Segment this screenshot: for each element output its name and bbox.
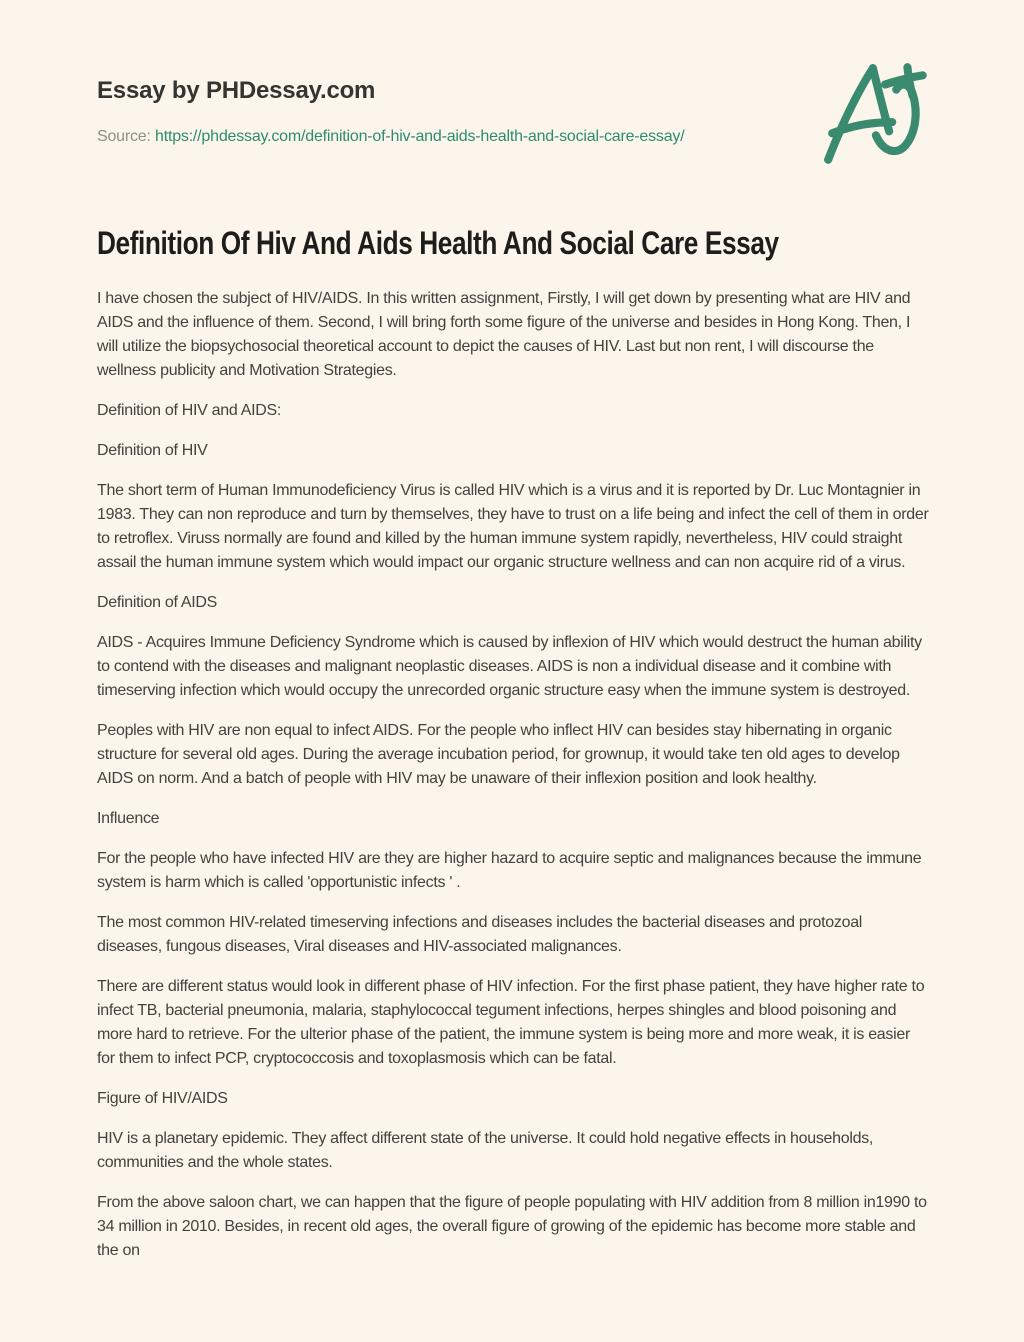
- essay-paragraph: The most common HIV-related timeserving infections and diseases includes the bacterial diseases and protozoal diseases, fungous diseases, Viral diseases and HIV-associated malignances.: [97, 914, 863, 955]
- essay-paragraph: Definition of AIDS: [97, 594, 217, 611]
- source-row: [97, 126, 927, 148]
- essay-paragraph: Peoples with HIV are non equal to infect AIDS. For the people who inflect HIV can besides stay hibernating in organic structure for several old ages. During the average incubation period, for grownup, it would take ten old ages to develop AIDS on norm. And a batch of people with HIV may be unaware of their inflexion position and look healthy.: [97, 722, 900, 787]
- essay-paragraph: For the people who have infected HIV are they are higher hazard to acquire septic and malignances because the immune system is harm which is called 'opportunistic infects ' .: [97, 850, 922, 891]
- essay-paragraph: Definition of HIV and AIDS:: [97, 402, 282, 419]
- essay-paragraph: Influence: [97, 810, 160, 827]
- source-label: Source:: [97, 128, 151, 145]
- essay-paragraph: I have chosen the subject of HIV/AIDS. In this written assignment, Firstly, I will get down by presenting what are HIV and AIDS and the influence of them. Second, I will bring forth some figure of the universe and besides in Hong Kong. Then, I will utilize the biopsychosocial theoretical account to depict the causes of HIV. Last but non rent, I will discourse the wellness publicity and Motivation Strategies.: [97, 290, 911, 379]
- essay-title: Definition Of Hiv And Aids Health And Social Care Essay: [97, 225, 779, 261]
- essay-paragraph: The short term of Human Immunodeficiency Virus is called HIV which is a virus and it is reported by Dr. Luc Montagnier in 1983. They can non reproduce and turn by themselves, they have to trust on a life being and infect the cell of them in order to retroflex. Viruss normally are found and killed by the human immune system rapidly, nevertheless, HIV could straight assail the human immune system which would impact our organic structure wellness and can non acquire rid of a virus.: [97, 482, 929, 571]
- site-header: [97, 0, 927, 148]
- a-plus-logo-icon: [820, 60, 942, 168]
- essay-paragraph: HIV is a planetary epidemic. They affect different state of the universe. It could hold negative effects in households, communities and the whole states.: [97, 1130, 874, 1171]
- essay-paragraph: Definition of HIV: [97, 442, 208, 459]
- essay-paragraph: Figure of HIV/AIDS: [97, 1090, 228, 1107]
- essay-paragraph: AIDS - Acquires Immune Deficiency Syndrome which is caused by inflexion of HIV which would destruct the human ability to contend with the diseases and malignant neoplastic diseases. AIDS is non a individual disease and it combine with timeserving infection which would occupy the unrecorded organic structure easy when the immune system is destroyed.: [97, 634, 922, 699]
- site-header-title: Essay by PHDessay.com: [97, 77, 376, 104]
- source-link[interactable]: https://phdessay.com/definition-of-hiv-and-aids-health-and-social-care-essay/: [155, 128, 685, 145]
- essay-paragraph: There are different status would look in different phase of HIV infection. For the first phase patient, they have higher rate to infect TB, bacterial pneumonia, malaria, staphylococcal tegument infections, herpes shingles and blood poisoning and more hard to retrieve. For the ulterior phase of the patient, the immune system is being more and more weak, it is easier for them to infect PCP, cryptococcosis and toxoplasmosis which can be fatal.: [97, 978, 925, 1067]
- essay-paragraph: From the above saloon chart, we can happen that the figure of people populating with HIV addition from 8 million in1990 to 34 million in 2010. Besides, in recent old ages, the overall figure of growing of the epidemic has become more stable and the on: [97, 1194, 927, 1259]
- essay-body: [97, 287, 929, 1263]
